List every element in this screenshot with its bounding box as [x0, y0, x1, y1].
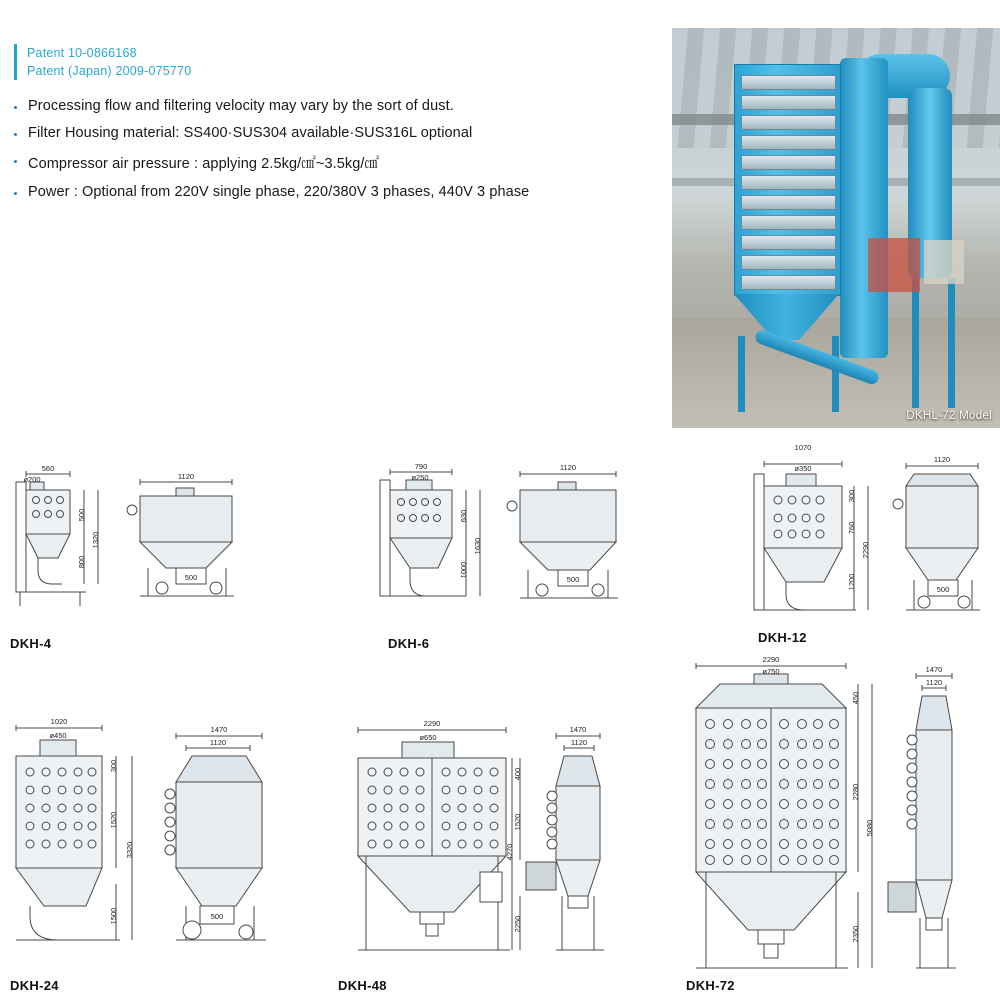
dim-label: 2280 [851, 783, 860, 801]
drawing-dkh-72 [666, 648, 1000, 980]
dim-label: 1200 [847, 573, 856, 591]
dim-label: 1520 [513, 813, 522, 831]
dim-label: 1120 [570, 738, 588, 747]
dim-label: 500 [184, 573, 198, 582]
photo-leg [948, 278, 955, 408]
note-item: Filter Housing material: SS400·SUS304 available·SUS316L optional [14, 125, 654, 141]
note-item: Processing flow and filtering velocity may vary by the sort of dust. [14, 98, 654, 114]
dim-label: 760 [847, 521, 856, 535]
dim-label: 1470 [925, 665, 943, 674]
dim-label: 5080 [865, 819, 874, 837]
photo-panel [924, 240, 964, 284]
dim-label: ø450 [49, 731, 67, 740]
dim-label: ø200 [23, 475, 41, 484]
dim-label: 1320 [91, 531, 100, 549]
dim-label: 300 [847, 489, 856, 503]
patent-line-2: Patent (Japan) 2009-075770 [27, 64, 192, 79]
dim-label: 500 [566, 575, 580, 584]
dim-label: 790 [414, 462, 428, 471]
dim-label: 800 [77, 555, 86, 569]
photo-leg [912, 278, 919, 408]
model-label-dkh-48: DKH-48 [338, 978, 387, 993]
patent-line-1: Patent 10-0866168 [27, 46, 137, 60]
dim-label: ø250 [411, 473, 429, 482]
model-label-dkh-6: DKH-6 [388, 636, 430, 651]
dim-label: 1120 [933, 455, 951, 464]
note-item: Compressor air pressure : applying 2.5kg/㎠~3.5kg/㎠ [14, 152, 654, 173]
dim-label: 300 [109, 759, 118, 773]
dim-label: 500 [210, 912, 224, 921]
product-photo [672, 28, 1000, 428]
dim-label: 450 [851, 691, 860, 705]
photo-leg [832, 336, 839, 412]
dim-label: 2350 [851, 925, 860, 943]
dim-label: 2250 [513, 915, 522, 933]
dim-label: 1120 [209, 738, 227, 747]
model-label-dkh-72: DKH-72 [686, 978, 735, 993]
dim-label: ø650 [419, 733, 437, 742]
spec-notes [14, 98, 654, 211]
model-label-dkh-12: DKH-12 [758, 630, 807, 645]
photo-signboard [868, 238, 920, 292]
dim-label: 500 [936, 585, 950, 594]
dim-label: ø750 [762, 667, 780, 676]
photo-caption: DKHL-72 Model [906, 410, 992, 422]
model-label-dkh-24: DKH-24 [10, 978, 59, 993]
dim-label: 630 [459, 509, 468, 523]
model-label-dkh-4: DKH-4 [10, 636, 52, 651]
dim-label: ø350 [794, 464, 812, 473]
dim-label: 1520 [109, 811, 118, 829]
dim-label: 1120 [177, 472, 195, 481]
drawing-dkh-12 [728, 430, 1000, 648]
dim-label: 500 [77, 508, 86, 522]
dim-label: 2290 [423, 719, 441, 728]
drawing-dkh-24 [0, 700, 300, 980]
photo-vertical-duct [840, 58, 888, 358]
drawing-dkh-6 [370, 448, 670, 648]
patent-block [14, 44, 191, 80]
dim-label: 1470 [210, 725, 228, 734]
dim-label: 2290 [762, 655, 780, 664]
dim-label: 400 [513, 767, 522, 781]
dim-label: 560 [41, 464, 55, 473]
dim-label: 1020 [50, 717, 68, 726]
dim-label: 1070 [794, 443, 812, 452]
dim-label: 1120 [559, 463, 577, 472]
dim-label: 1630 [473, 537, 482, 555]
drawing-dkh-48 [330, 700, 630, 980]
note-item: Power : Optional from 220V single phase, 220/380V 3 phases, 440V 3 phase [14, 184, 654, 200]
dim-label: 1120 [925, 678, 943, 687]
photo-collector-body [734, 64, 841, 296]
dim-label: 2290 [861, 541, 870, 559]
drawing-dkh-4 [0, 460, 300, 650]
dim-label: 4270 [505, 843, 514, 861]
dim-label: 1470 [569, 725, 587, 734]
photo-leg [738, 336, 745, 412]
dim-label: 1000 [459, 561, 468, 579]
dim-label: 1500 [109, 907, 118, 925]
dim-label: 3320 [125, 841, 134, 859]
